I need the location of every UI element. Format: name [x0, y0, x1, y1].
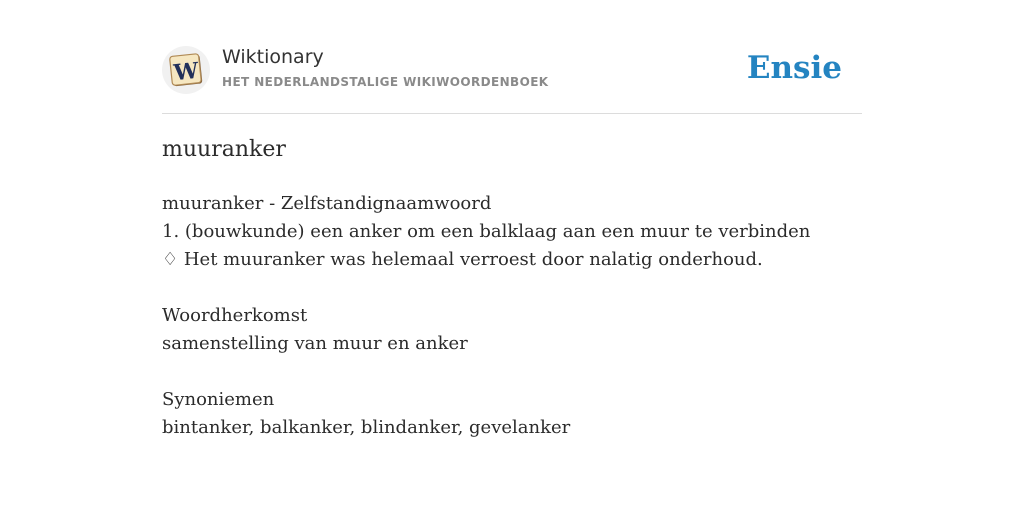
entry-line-synonyms-heading: Synoniemen [162, 389, 275, 410]
page-container [162, 0, 862, 438]
site-header [162, 0, 862, 114]
entry-line-example: ♢ Het muuranker was helemaal verroest door nalatig onderhoud. [162, 249, 763, 270]
site-name[interactable]: Wiktionary [222, 46, 324, 68]
entry-content [162, 190, 810, 442]
entry-line-definition: 1. (bouwkunde) een anker om een balklaag aan een muur te verbinden [162, 221, 811, 242]
entry-line-word-type: muuranker - Zelfstandignaamwoord [162, 193, 492, 214]
entry-line-etymology-heading: Woordherkomst [162, 305, 308, 326]
ensie-brand-link[interactable]: Ensie [746, 50, 842, 86]
entry-line-spacer [162, 358, 810, 386]
wiktionary-logo-svg [162, 46, 210, 94]
entry-line-synonyms: bintanker, balkanker, blindanker, gevelanker [162, 417, 571, 438]
entry-line-etymology: samenstelling van muur en anker [162, 333, 468, 354]
wiktionary-logo-icon[interactable] [162, 46, 210, 94]
site-tagline: HET NEDERLANDSTALIGE WIKIWOORDENBOEK [222, 75, 549, 89]
entry-line-spacer [162, 274, 810, 302]
svg-text:W: W [172, 57, 200, 87]
entry-title: muuranker [162, 137, 286, 162]
